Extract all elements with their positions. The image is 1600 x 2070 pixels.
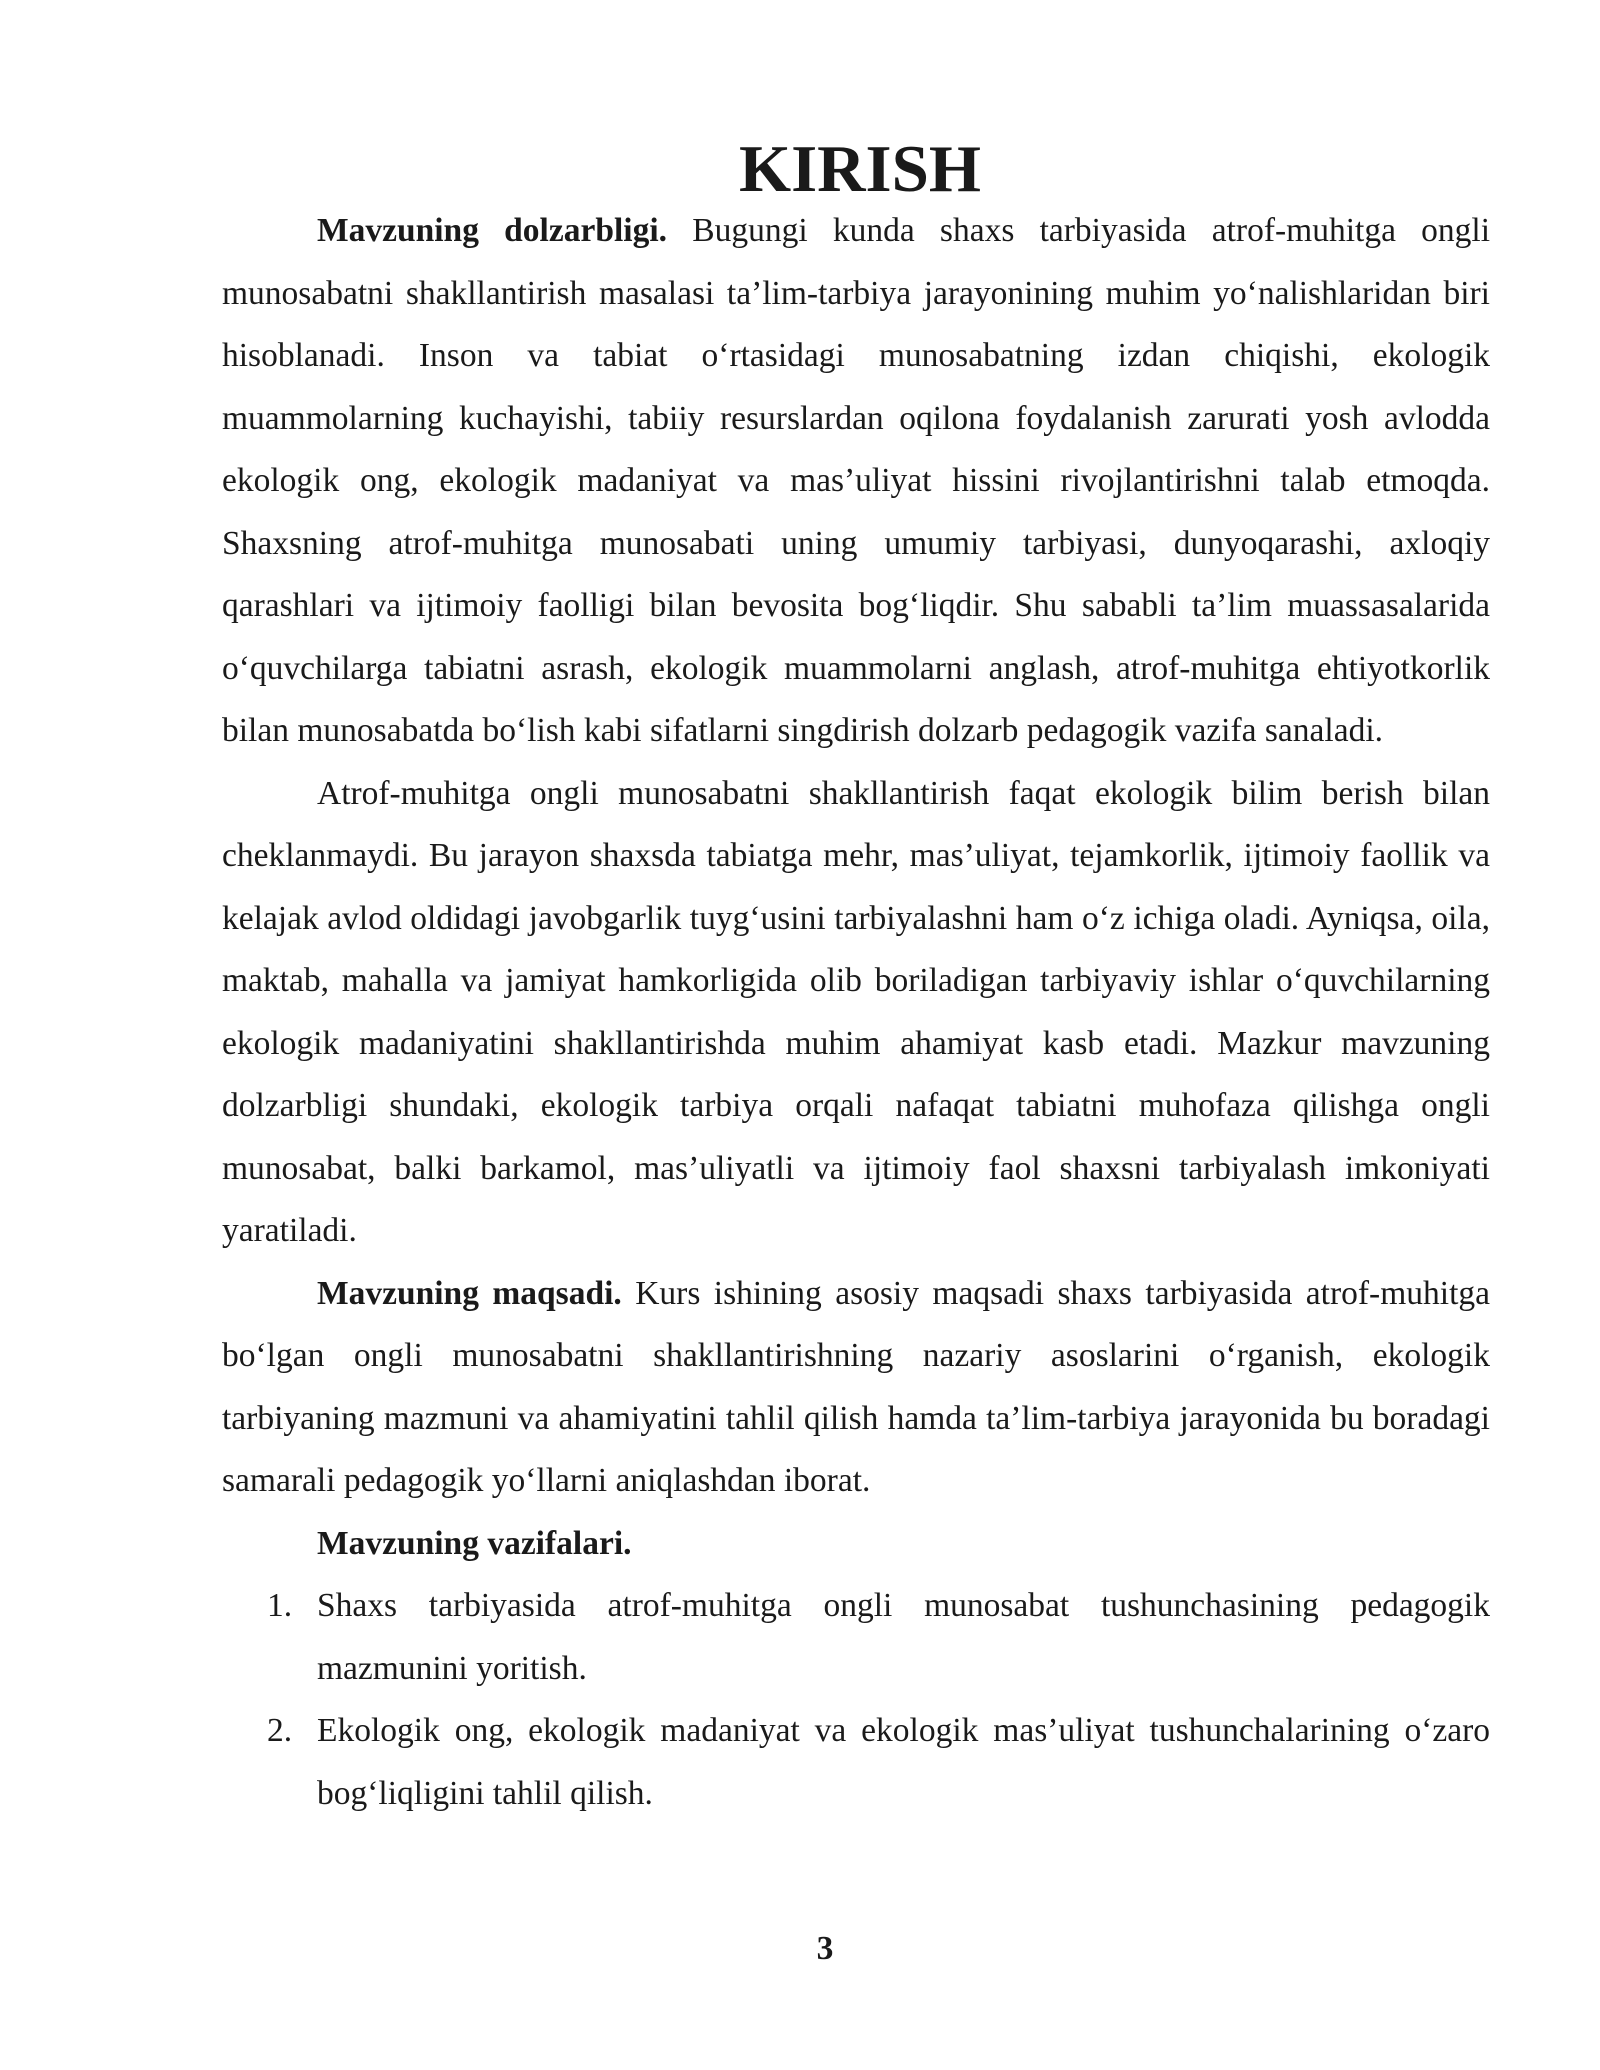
section-heading-vazifalar: Mavzuning vazifalari. xyxy=(317,1524,632,1562)
section-heading-maqsad: Mavzuning maqsadi. xyxy=(317,1274,622,1312)
page-title: KIRISH xyxy=(738,132,982,206)
document-page xyxy=(222,132,1491,1825)
list-item xyxy=(222,1700,1490,1825)
section-heading-dolzarblik: Mavzuning dolzarbligi. xyxy=(317,212,668,249)
paragraph-text: Bugungi kunda shaxs tarbiyasida atrof-muhitga ongli munosabatni shakllantirish masalasi ta’lim-tarbiya jarayonining muhim yo‘nalishlaridan biri hisoblanadi. Inson va tabiat o‘rtasidagi munosabatning izdan chiqishi, ekologik muammolarning kuchayishi, tabiiy resurslardan oqilona foydalanish zarurati yosh avlodda ekologik ong, ekologik madaniyat va mas’uliyat hissini rivojlantirishni talab etmoqda. Shaxsning atrof-muhitga munosabati uning umumiy tarbiyasi, dunyoqarashi, axloqiy qarashlari va ijtimoiy faolligi bilan bevosita bog‘liqdir. Shu sababli ta’lim muassasalarida o‘quvchilarga tabiatni asrash, ekologik muammolarni anglash, atrof-muhitga ehtiyotkorlik bilan munosabatda bo‘lish kabi sifatlarni singdirish dolzarb pedagogik vazifa sanaladi. xyxy=(222,212,1491,749)
paragraph-maqsad xyxy=(222,1263,1490,1513)
paragraph-dolzarblik xyxy=(222,200,1490,763)
page-number: 3 xyxy=(816,1930,834,1967)
list-item-text: Ekologik ong, ekologik madaniyat va ekologik mas’uliyat tushunchalarining o‘zaro bog‘liqligini tahlil qilish. xyxy=(317,1712,1490,1812)
list-item xyxy=(222,1575,1490,1700)
paragraph-2: Atrof-muhitga ongli munosabatni shakllantirish faqat ekologik bilim berish bilan cheklanmaydi. Bu jarayon shaxsda tabiatga mehr, mas’uliyat, tejamkorlik, ijtimoiy faollik va kelajak avlod oldidagi javobgarlik tuyg‘usini tarbiyalashni ham o‘z ichiga oladi. Ayniqsa, oila, maktab, mahalla va jamiyat hamkorligida olib boriladigan tarbiyaviy ishlar o‘quvchilarning ekologik madaniyatini shakllantirishda muhim ahamiyat kasb etadi. Mazkur mavzuning dolzarbligi shundaki, ekologik tarbiya orqali nafaqat tabiatni muhofaza qilishga ongli munosabat, balki barkamol, mas’uliyatli va ijtimoiy faol shaxsni tarbiyalash imkoniyati yaratiladi. xyxy=(222,774,1490,1249)
list-item-number: 2. xyxy=(267,1712,293,1749)
list-item-number: 1. xyxy=(267,1587,293,1624)
paragraph-text: Kurs ishining asosiy maqsadi shaxs tarbiyasida atrof-muhitga bo‘lgan ongli munosabatni shakllantirishning nazariy asoslarini o‘rganish, ekologik tarbiyaning mazmuni va ahamiyatini tahlil qilish hamda ta’lim-tarbiya jarayonida bu boradagi samarali pedagogik yo‘llarni aniqlashdan iborat. xyxy=(222,1274,1490,1499)
task-list xyxy=(222,1575,1490,1825)
list-item-text: Shaxs tarbiyasida atrof-muhitga ongli munosabat tushunchasining pedagogik mazmunini yoritish. xyxy=(317,1587,1490,1687)
